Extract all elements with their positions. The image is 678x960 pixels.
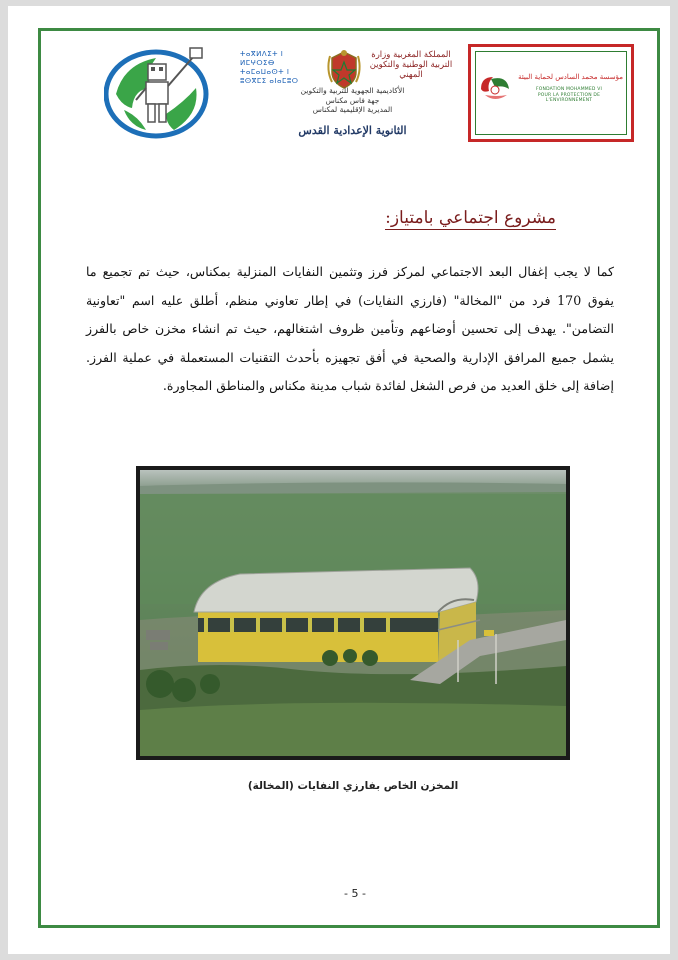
directorate-name: المديرية الإقليمية لمكناس bbox=[312, 105, 393, 114]
foundation-name-fr-1: FONDATION MOHAMMED VI bbox=[535, 87, 603, 92]
ministry-tifinagh: ⵜⴰⴳⵍⴷⵉⵜ ⵏ ⵍⵎⵖⵔⵉⴱ ⵜⴰⵎⴰⵡⴰⵙⵜ ⵏ ⵓⵙⴳⵎⵉ ⴰⵏⴰⵎⵓⵔ bbox=[240, 50, 299, 85]
region-name: جهة فاس مكناس bbox=[325, 95, 380, 105]
foundation-name-ar: مؤسسة محمد السادس لحماية البيئة bbox=[518, 73, 623, 81]
body-paragraph: كما لا يجب إغفال البعد الاجتماعي لمركز فرز وتثمين النفايات المنزلية بمكناس، حيث تم تجميع ما يفوق 170 فرد من "المخالة" (فارزي النفايات) في إطار تعاوني منظم، أطلق عليه اسم "تعاونية التضامن". يهدف إلى تحسين أوضاعهم وتأمين ظروف اشتغالهم، حيث تم انشاء مخزن خاص بالفرز يشمل جميع المرافق الإدارية والصحية في أفق تجهيزه بأحدث التقنيات المستعملة في عملية الفرز. إضافة إلى خلق العديد من فرص الشغل لفائدة شباب مدينة مكناس والمناطق المجاورة. bbox=[86, 264, 615, 394]
photo-caption: المخزن الخاص بفارزي النفايات (المخالة) bbox=[247, 780, 459, 792]
section-title: مشروع اجتماعي بامتياز: bbox=[385, 208, 556, 228]
page-number: - 5 - bbox=[344, 887, 366, 900]
foundation-logo bbox=[468, 44, 634, 142]
eco-club-logo bbox=[104, 44, 214, 140]
warehouse-photo bbox=[136, 466, 570, 760]
academy-name: الأكاديمية الجهوية للتربية والتكوين bbox=[300, 86, 405, 95]
royal-crest-icon bbox=[324, 48, 364, 90]
foundation-name-fr-2: POUR LA PROTECTION DE L'ENVIRONNEMENT bbox=[537, 93, 601, 103]
ministry-arabic: المملكة المغربية وزارة التربية الوطنية والتكوين المهني bbox=[369, 50, 453, 80]
school-name: الثانوية الإعدادية القدس bbox=[298, 124, 407, 137]
ministry-header bbox=[240, 44, 453, 148]
foundation-emblem-icon bbox=[477, 73, 513, 105]
academy-lines bbox=[260, 86, 445, 115]
